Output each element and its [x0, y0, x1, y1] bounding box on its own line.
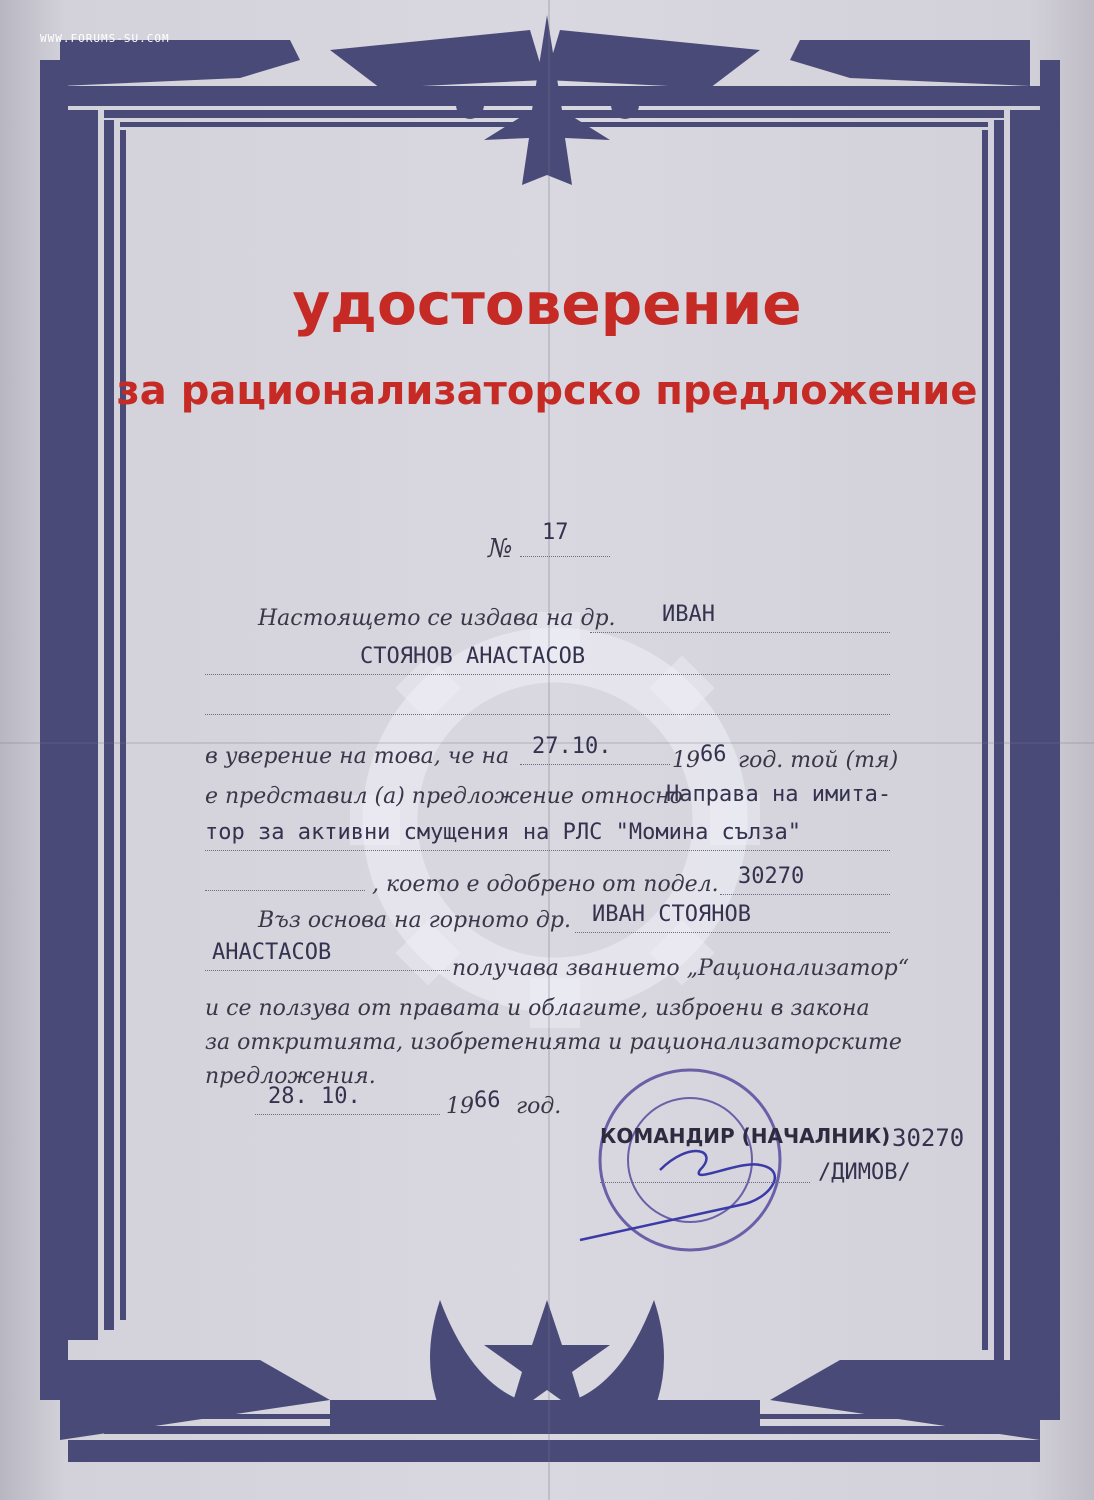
- certify-label: в уверение на това, че на: [205, 744, 510, 769]
- surname-repeat-line: [205, 970, 450, 971]
- surname-value: СТОЯНОВ АНАСТАСОВ: [360, 644, 586, 669]
- submitted-label: е представил (а) предложение относно: [205, 784, 683, 809]
- issue-year-value: 66: [474, 1088, 501, 1113]
- rights-text-1: и се ползува от правата и облагите, изброени в закона: [205, 996, 870, 1021]
- surname-line: [205, 674, 890, 675]
- proposal-date-line: [520, 764, 670, 765]
- approving-unit-value: 30270: [738, 864, 805, 889]
- issue-year-suffix: год.: [516, 1094, 562, 1119]
- based-on-label: Въз основа на горното др.: [258, 908, 571, 933]
- number-value: 17: [542, 520, 569, 545]
- issued-to-line: [590, 632, 890, 633]
- commander-unit-value: 30270: [892, 1124, 965, 1152]
- signature-line: [600, 1182, 810, 1183]
- proposal-year-prefix: 19: [672, 748, 700, 773]
- approved-blank-line: [205, 890, 365, 891]
- issued-to-label: Настоящето се издава на др.: [258, 606, 616, 631]
- number-line: [520, 556, 610, 557]
- proposal-date-value: 27.10.: [532, 734, 612, 759]
- name-repeat-value: ИВАН СТОЯНОВ: [592, 902, 751, 927]
- first-name-value: ИВАН: [662, 602, 715, 627]
- proposal-year-value: 66: [700, 742, 727, 767]
- proposal-subject-2: тор за активни смущения на РЛС "Момина сълза": [205, 820, 802, 845]
- commander-name: /ДИМОВ/: [818, 1160, 911, 1185]
- name-repeat-line: [575, 932, 890, 933]
- year-he-she-label: год. той (тя): [738, 748, 899, 773]
- subject-line: [205, 850, 890, 851]
- issue-date-line: [255, 1114, 440, 1115]
- certificate-subtitle: за рационализаторско предложение: [116, 368, 978, 414]
- title-granted-label: получава званието „Рационализатор“: [452, 956, 910, 981]
- issue-date-value: 28. 10.: [268, 1084, 361, 1109]
- issue-year-prefix: 19: [446, 1094, 474, 1119]
- certificate-title: удостоверение: [292, 270, 802, 338]
- rights-text-2: за откритията, изобретенията и рационализаторските: [205, 1030, 902, 1055]
- site-watermark: WWW.FORUMS-SU.COM: [40, 32, 170, 45]
- proposal-subject-1: Направа на имита-: [666, 782, 892, 807]
- blank-line: [205, 714, 890, 715]
- number-label: №: [488, 534, 513, 564]
- commander-label: КОМАНДИР (НАЧАЛНИК): [600, 1124, 891, 1148]
- approved-by-label: , което е одобрено от подел.: [372, 872, 719, 897]
- surname-repeat-value: АНАСТАСОВ: [212, 940, 332, 965]
- rights-text-3: предложения.: [205, 1064, 376, 1089]
- approving-unit-line: [720, 894, 890, 895]
